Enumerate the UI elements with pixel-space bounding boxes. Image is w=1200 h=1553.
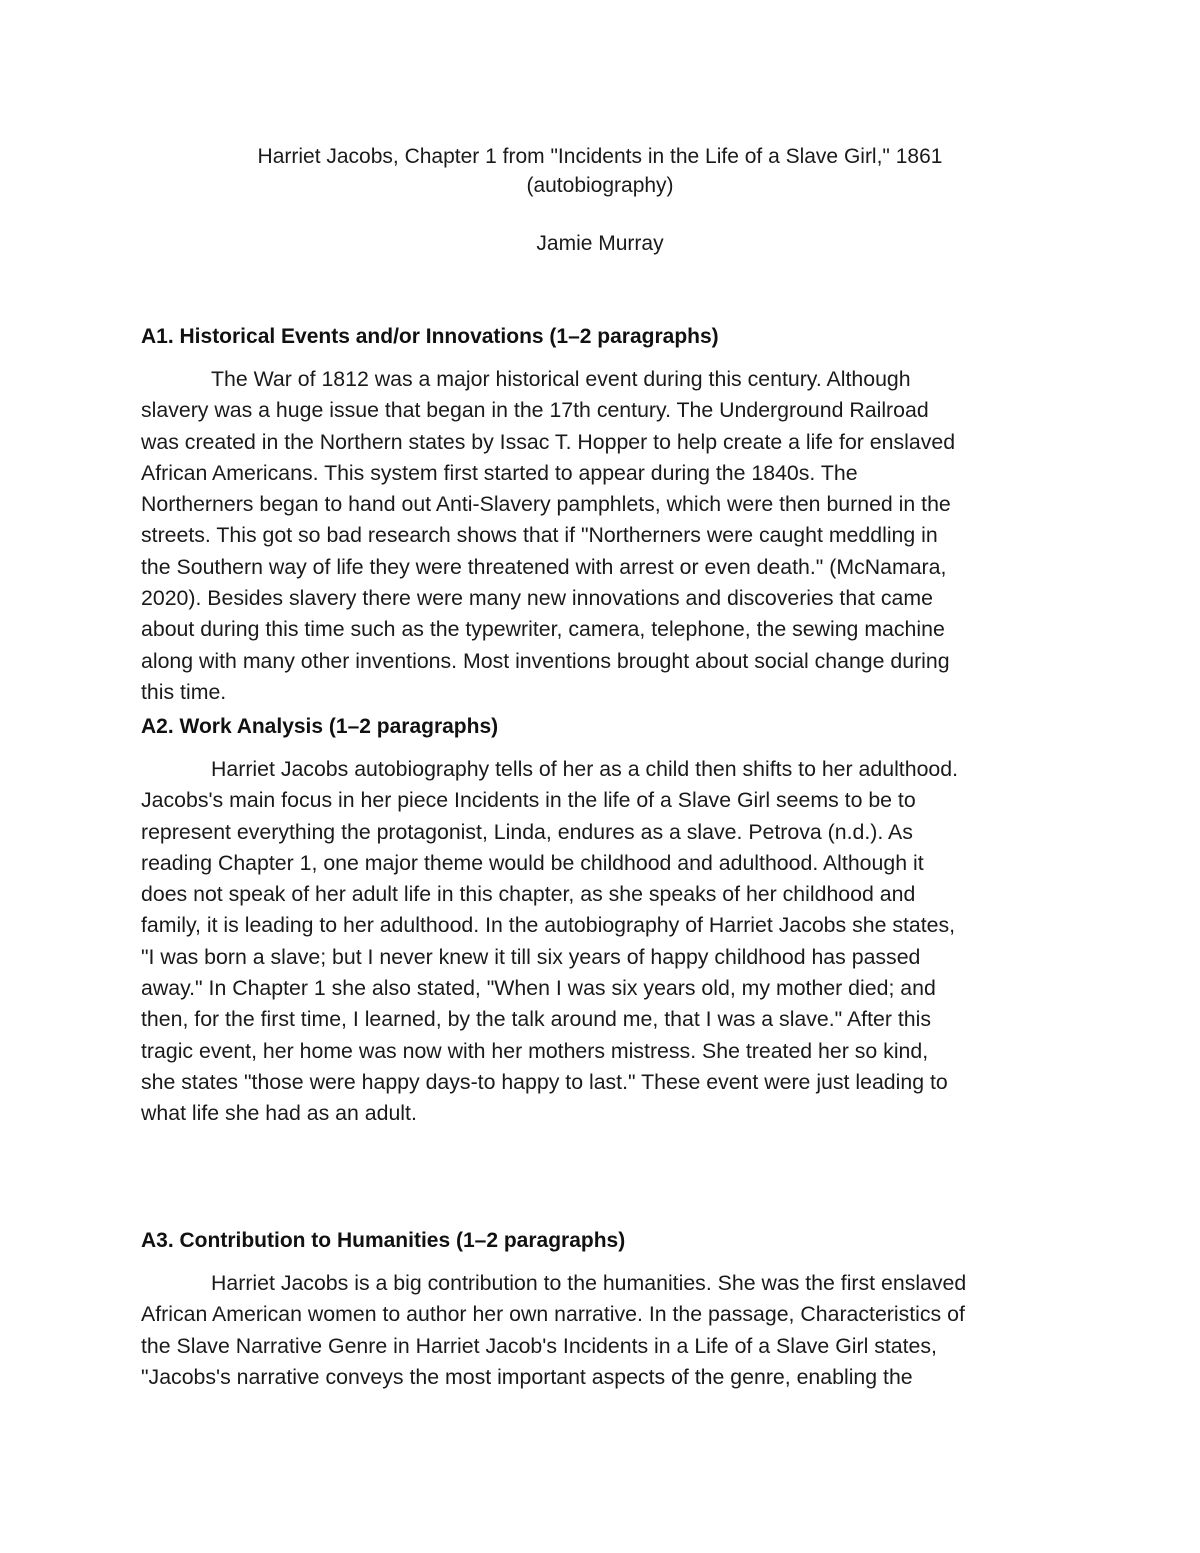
paragraph-line: away." In Chapter 1 she also stated, "When I was six years old, my mother died; and [141, 976, 936, 1001]
paragraph-line: then, for the first time, I learned, by the talk around me, that I was a slave." After this [141, 1007, 932, 1032]
paragraph-line: African American women to author her own narrative. In the passage, Characteristics of [141, 1302, 965, 1327]
paragraph-line: "Jacobs's narrative conveys the most important aspects of the genre, enabling the [141, 1364, 913, 1389]
paragraph-line: Northerners began to hand out Anti-Slavery pamphlets, which were then burned in the [141, 492, 951, 517]
paragraph-line: she states "those were happy days-to happy to last." These event were just leading to [141, 1069, 948, 1094]
paragraph-line: represent everything the protagonist, Linda, endures as a slave. Petrova (n.d.). As [141, 819, 913, 844]
section-heading-a1: A1. Historical Events and/or Innovations (1–2 paragraphs) [141, 325, 719, 348]
paragraph-line: what life she had as an adult. [141, 1101, 417, 1126]
document-title [140, 142, 1060, 200]
paragraph-line: Harriet Jacobs is a big contribution to the humanities. She was the first enslaved [211, 1271, 967, 1295]
author-name: Jamie Murray [536, 232, 664, 255]
section-body-a1 [141, 364, 1066, 708]
title-line-1: Harriet Jacobs, Chapter 1 from "Incidents in the Life of a Slave Girl," 1861 [257, 145, 943, 168]
paragraph-line: The War of 1812 was a major historical event during this century. Although [211, 367, 911, 391]
section-body-a2 [141, 754, 1066, 1130]
paragraph-line: slavery was a huge issue that began in the 17th century. The Underground Railroad [141, 398, 929, 423]
paragraph-line: 2020). Besides slavery there were many new innovations and discoveries that came [141, 586, 933, 611]
paragraph-line: family, it is leading to her adulthood. In the autobiography of Harriet Jacobs she states, [141, 913, 956, 938]
paragraph-line: does not speak of her adult life in this chapter, as she speaks of her childhood and [141, 882, 916, 907]
paragraph-line: African Americans. This system first started to appear during the 1840s. The [141, 460, 858, 485]
paragraph-line: about during this time such as the typewriter, camera, telephone, the sewing machine [141, 617, 945, 642]
paragraph-line: "I was born a slave; but I never knew it till six years of happy childhood has passed [141, 944, 921, 969]
paragraph-line: Jacobs's main focus in her piece Incidents in the life of a Slave Girl seems to be to [141, 788, 916, 813]
paragraph-line: streets. This got so bad research shows that if "Northerners were caught meddling in [141, 523, 938, 548]
section-heading-a3: A3. Contribution to Humanities (1–2 paragraphs) [141, 1229, 626, 1252]
title-line-2: (autobiography) [526, 174, 674, 197]
paragraph-line: along with many other inventions. Most inventions brought about social change during [141, 648, 950, 673]
paragraph-line: the Slave Narrative Genre in Harriet Jacob's Incidents in a Life of a Slave Girl states, [141, 1333, 937, 1358]
paragraph-line: reading Chapter 1, one major theme would be childhood and adulthood. Although it [141, 850, 924, 875]
paragraph-line: this time. [141, 679, 227, 704]
paragraph-line: tragic event, her home was now with her mothers mistress. She treated her so kind, [141, 1038, 929, 1063]
section-heading-a2: A2. Work Analysis (1–2 paragraphs) [141, 715, 499, 738]
section-body-a3 [141, 1268, 1066, 1393]
paragraph-line: the Southern way of life they were threatened with arrest or even death." (McNamara, [141, 554, 947, 579]
paragraph-line: was created in the Northern states by Issac T. Hopper to help create a life for enslaved [141, 429, 956, 454]
paragraph-line: Harriet Jacobs autobiography tells of her as a child then shifts to her adulthood. [211, 757, 959, 781]
